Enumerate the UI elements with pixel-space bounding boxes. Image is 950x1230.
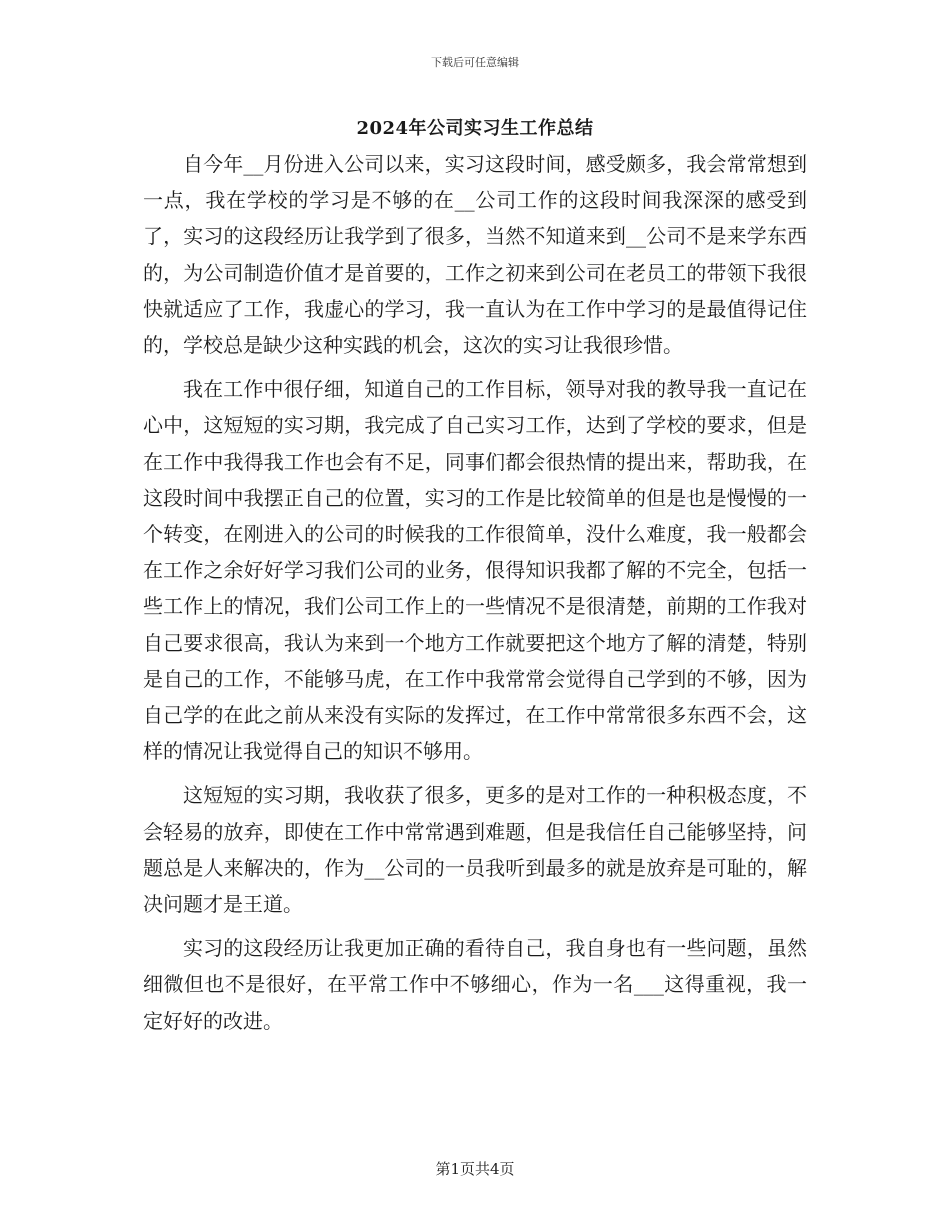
paragraph: 这短短的实习期，我收获了很多，更多的是对工作的一种积极态度，不会轻易的放弃，即使在工作中常常遇到难题，但是我信任自己能够坚持，问题总是人来解决的，作为__公司的一员我听到最多的就是放弃是可耻的，解决问题才是王道。 bbox=[143, 783, 807, 917]
paragraph: 实习的这段经历让我更加正确的看待自己，我自身也有一些问题，虽然细微但也不是很好，在平常工作中不够细心，作为一名___这得重视，我一定好好的改进。 bbox=[143, 936, 807, 1033]
paragraph: 我在工作中很仔细，知道自己的工作目标，领导对我的教导我一直记在心中，这短短的实习期，我完成了自己实习工作，达到了学校的要求，但是在工作中我得我工作也会有不足，同事们都会很热情的提出来，帮助我，在这段时间中我摆正自己的位置，实习的工作是比较简单的但是也是慢慢的一个转变，在刚进入的公司的时候我的工作很简单，没什么难度，我一般都会在工作之余好好学习我们公司的业务，佷得知识我都了解的不完全，包括一些工作上的情况，我们公司工作上的一些情况不是很清楚，前期的工作我对自己要求很高，我认为来到一个地方工作就要把这个地方了解的清楚，特别是自己的工作，不能够马虎，在工作中我常常会觉得自己学到的不够，因为自己学的在此之前从来没有实际的发挥过，在工作中常常很多东西不会，这样的情况让我觉得自己的知识不够用。 bbox=[143, 377, 807, 764]
document-title: 2024年公司实习生工作总结 bbox=[356, 118, 594, 139]
page-footer-number: 第1页共4页 bbox=[435, 1160, 515, 1178]
page-header-note: 下载后可任意编辑 bbox=[431, 56, 519, 69]
document-body bbox=[143, 146, 807, 1039]
paragraph: 自今年__月份进入公司以来，实习这段时间，感受颇多，我会常常想到一点，我在学校的学习是不够的在__公司工作的这段时间我深深的感受到了，实习的这段经历让我学到了很多，当然不知道来到__公司不是来学东西的，为公司制造价值才是首要的，工作之初来到公司在老员工的带领下我很快就适应了工作，我虚心的学习，我一直认为在工作中学习的是最值得记住的，学校总是缺少这种实践的机会，这次的实习让我很珍惜。 bbox=[143, 152, 807, 358]
